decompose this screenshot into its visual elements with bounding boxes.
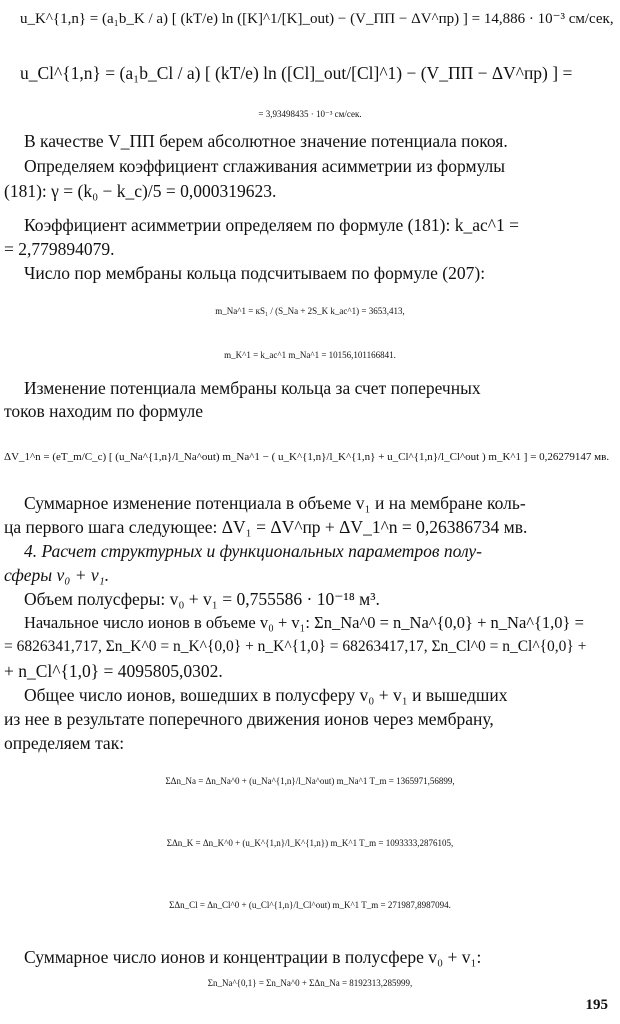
- equation-total-na: Σn_Na^{0,1} = Σn_Na^0 + ΣΔn_Na = 8192313,285999,: [207, 978, 413, 988]
- text-line: = 2,779894079.: [4, 239, 115, 259]
- text-line: = 6826341,717, Σn_K^0 = n_K^{0,0} + n_K^{1,0} = 68263417,17, Σn_Cl^0 = n_Cl^{0,0} +: [4, 638, 587, 655]
- text-line: + n_Cl^{1,0} = 4095805,0302.: [4, 661, 223, 681]
- equation-sum-na: ΣΔn_Na = Δn_Na^0 + (u_Na^{1,n}/l_Na^out) m_Na^1 T_m = 1365971,56899,: [165, 776, 455, 786]
- text-line: В качестве V_ПП берем абсолютное значение потенциала покоя.: [24, 131, 508, 151]
- text-line: Определяем коэффициент сглаживания асимметрии из формулы: [24, 156, 506, 176]
- text-line: из нее в результате поперечного движения ионов через мембрану,: [4, 709, 494, 729]
- text-line: Общее число ионов, вошедших в полусферу v₀ + v₁ и вышедших: [24, 685, 508, 705]
- equation-delta-v: ΔV_1^n = (eT_m/C_c) [ (u_Na^{1,n}/l_Na^out) m_Na^1 − ( u_K^{1,n}/l_K^{1,n} + u_Cl^{1,n}/l_Cl^out ) m_K^1 ] = 0,26279147 мв.: [4, 451, 610, 463]
- equation-u-k: u_K^{1,n} = (a₁b_K / a) [ (kT/e) ln ([K]^1/[K]_out) − (V_ПП − ΔV^пр) ] = 14,886 · 10⁻³ см/сек,: [20, 11, 614, 27]
- equation-m-na: m_Na^1 = кS₁ / (S_Na + 2S_K k_ac^1) = 3653,413,: [215, 306, 405, 316]
- text-line: определяем так:: [4, 733, 125, 753]
- text-line: Коэффициент асимметрии определяем по формуле (181): k_ac^1 =: [24, 215, 519, 235]
- page-number: 195: [585, 997, 608, 1013]
- equation-sum-k: ΣΔn_K = Δn_K^0 + (u_K^{1,n}/l_K^{1,n}) m_K^1 T_m = 1093333,2876105,: [166, 838, 454, 848]
- text-line: Число пор мембраны кольца подсчитываем по формуле (207):: [24, 263, 486, 283]
- text-line: Суммарное изменение потенциала в объеме v₁ и на мембране коль-: [24, 493, 526, 513]
- text-line: ца первого шага следующее: ΔV₁ = ΔV^пр + ΔV_1^n = 0,26386734 мв.: [4, 517, 528, 537]
- equation-gamma: (181): γ = (k₀ − k_c)/5 = 0,000319623.: [4, 181, 277, 201]
- text-line: Изменение потенциала мембраны кольца за счет поперечных: [24, 378, 481, 398]
- section-heading: 4. Расчет структурных и функциональных параметров полу-: [24, 541, 482, 561]
- equation-m-k: m_K^1 = k_ac^1 m_Na^1 = 10156,101166841.: [224, 350, 396, 360]
- text-line: токов находим по формуле: [4, 401, 203, 421]
- equation-u-cl: u_Cl^{1,n} = (a₁b_Cl / a) [ (kT/e) ln ([Cl]_out/[Cl]^1) − (V_ПП − ΔV^пр) ] =: [20, 63, 573, 83]
- equation-u-cl-result: = 3,93498435 · 10⁻³ см/сек.: [258, 109, 362, 119]
- section-heading-cont: сферы v₀ + v₁.: [4, 565, 110, 585]
- equation-sum-cl: ΣΔn_Cl = Δn_Cl^0 + (u_Cl^{1,n}/l_Cl^out) m_K^1 T_m = 271987,8987094.: [169, 900, 451, 910]
- text-line: Суммарное число ионов и концентрации в полусфере v₀ + v₁:: [24, 947, 482, 967]
- text-line: Начальное число ионов в объеме v₀ + v₁: Σn_Na^0 = n_Na^{0,0} + n_Na^{1,0} =: [24, 613, 584, 632]
- text-line: Объем полусферы: v₀ + v₁ = 0,755586 · 10⁻¹⁸ м³.: [24, 589, 380, 609]
